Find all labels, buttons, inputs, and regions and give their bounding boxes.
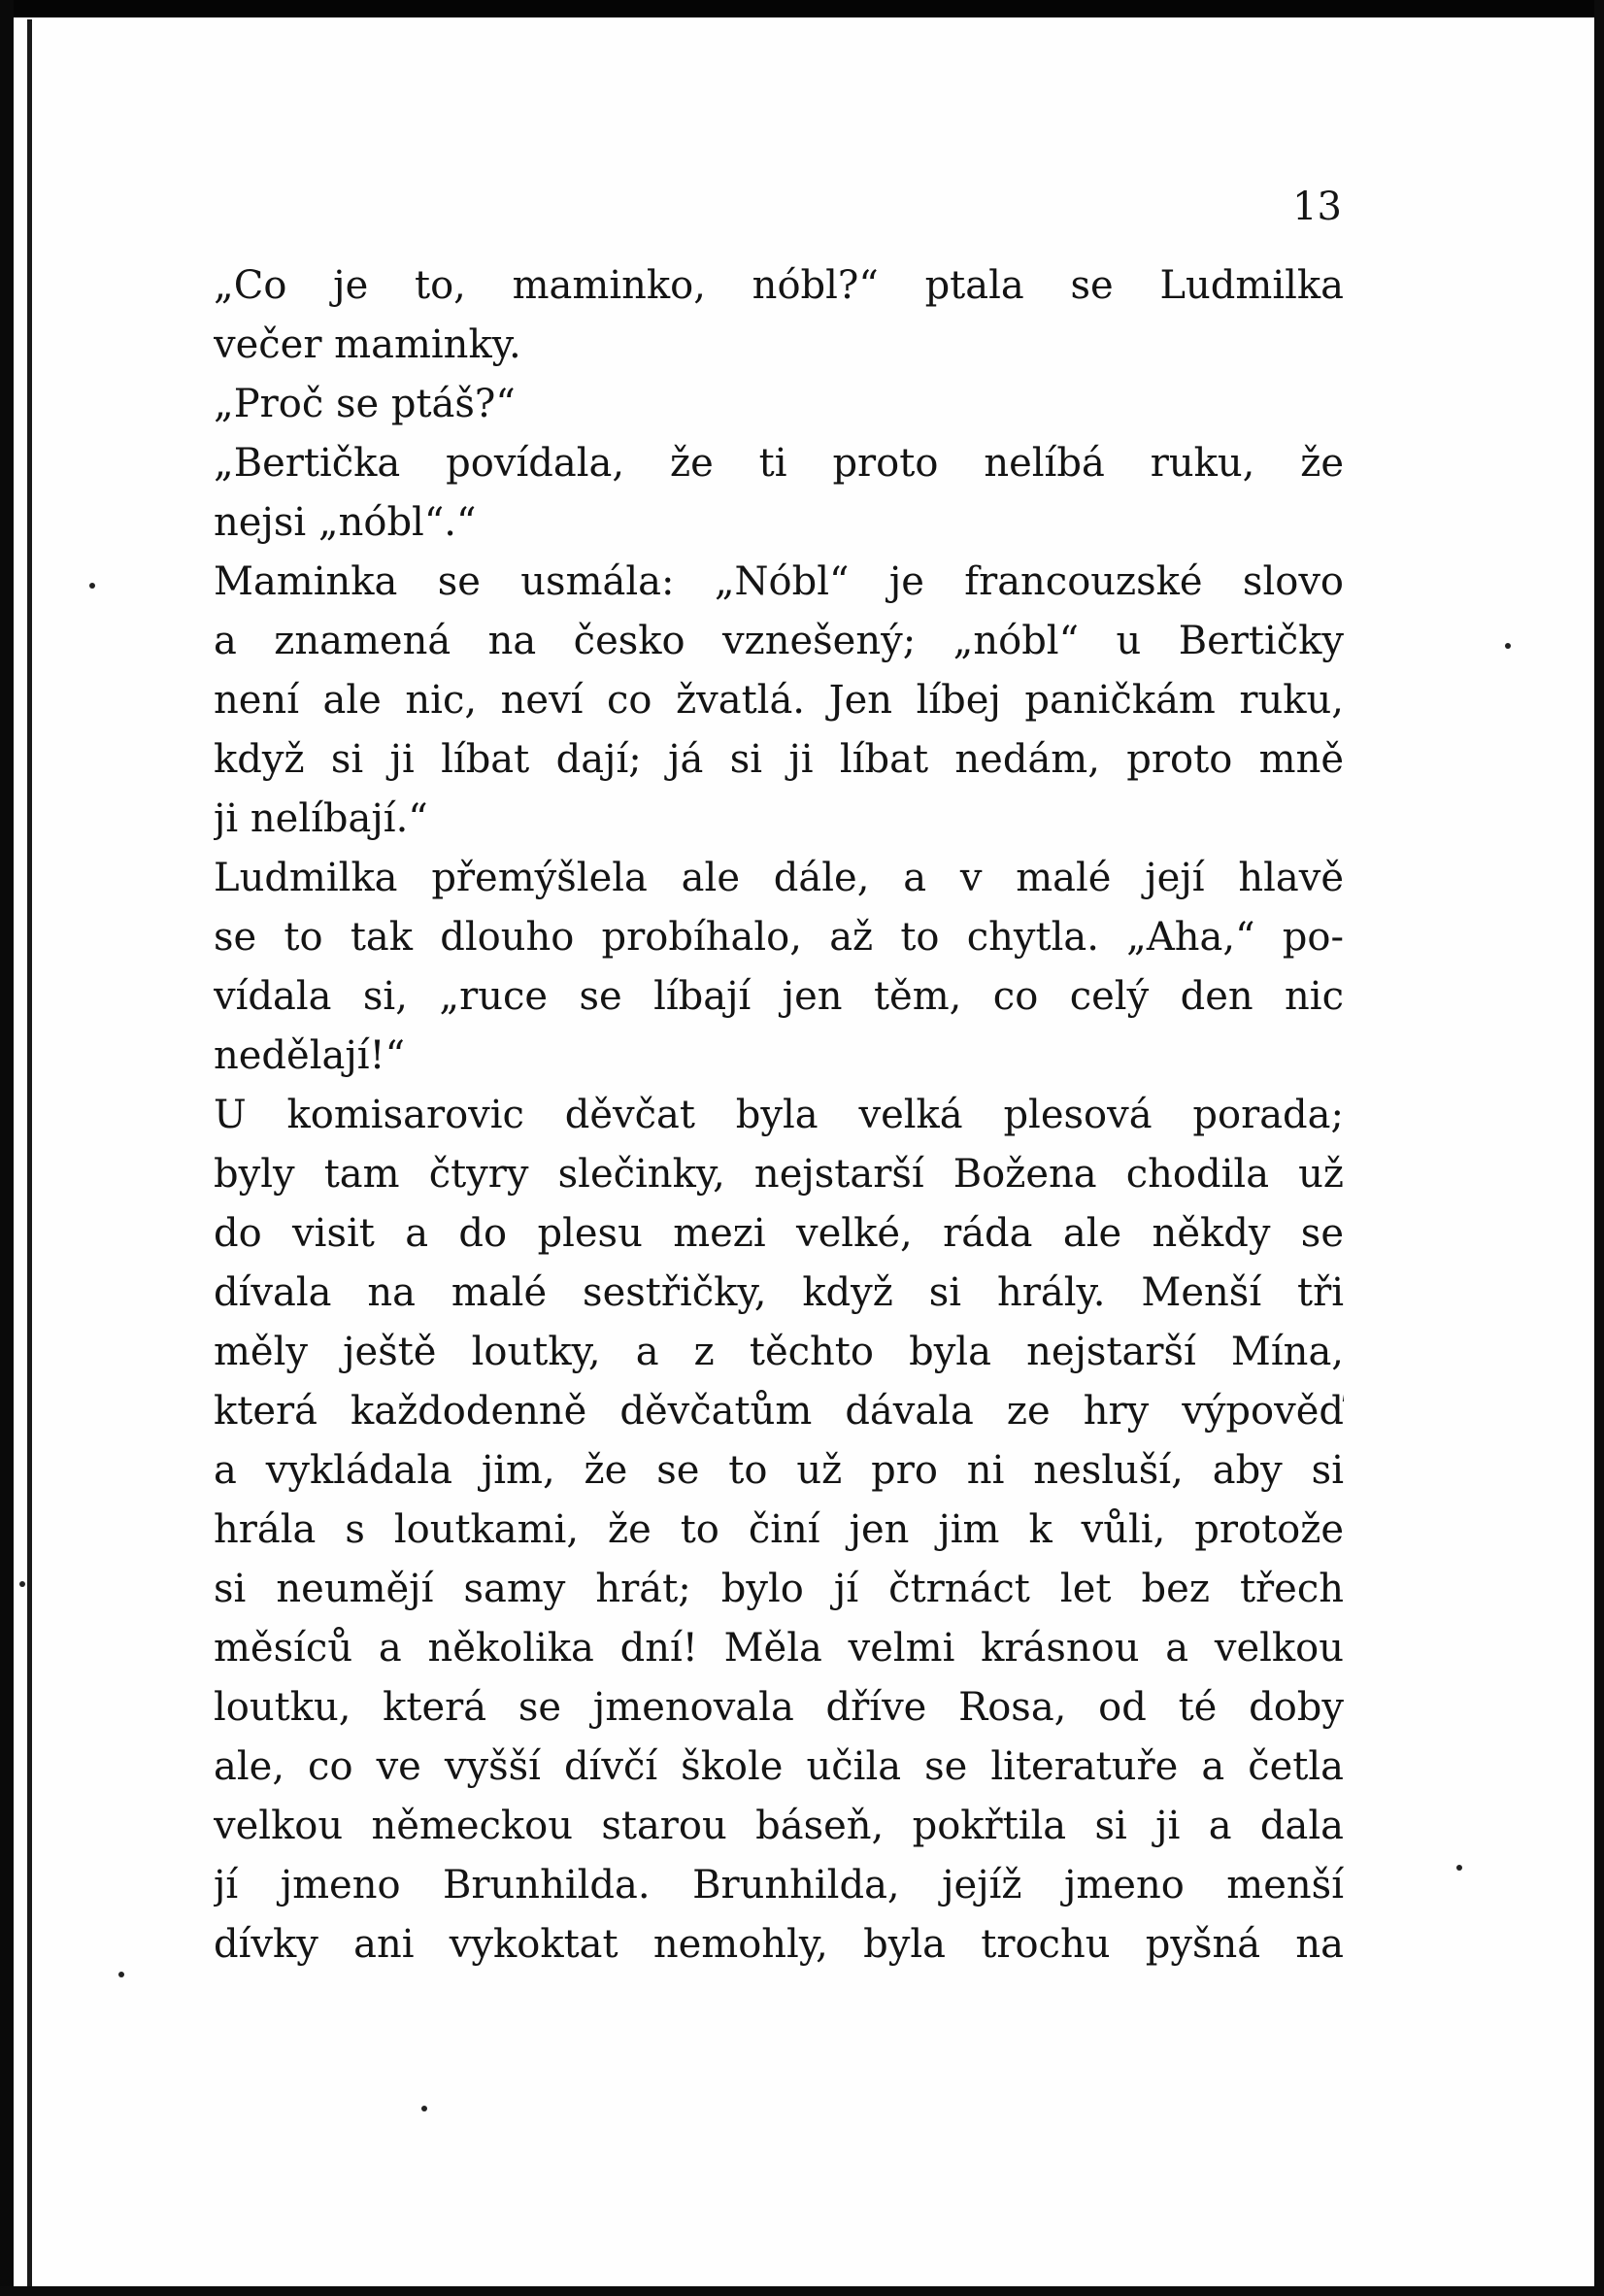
text-line: nejsi „nóbl“.“	[214, 500, 477, 545]
text-line: a vykládala jim, že se to už pro ni nesluší, aby si	[214, 1448, 1344, 1493]
text-line: Ludmilka přemýšlela ale dále, a v malé její hlavě	[214, 856, 1344, 900]
text-line: se to tak dlouho probíhalo, až to chytla. „Aha,“ po-	[214, 915, 1344, 960]
text-line: jí jmeno Brunhilda. Brunhilda, jejíž jmeno menší	[214, 1863, 1344, 1908]
scan-speck	[89, 583, 95, 589]
text-line: večer maminky.	[214, 322, 521, 367]
text-line: „Bertička povídala, že ti proto nelíbá ruku, že	[214, 441, 1344, 486]
scan-edge-bottom	[0, 2286, 1604, 2296]
text-line: si neumějí samy hrát; bylo jí čtrnáct let bez třech	[214, 1567, 1344, 1611]
text-line: ale, co ve vyšší dívčí škole učila se literatuře a četla	[214, 1744, 1344, 1789]
body-text	[214, 256, 1344, 1975]
text-line: když si ji líbat dají; já si ji líbat nedám, proto mně	[214, 737, 1344, 782]
text-line: „Proč se ptáš?“	[214, 382, 516, 426]
scan-edge-left-line	[27, 19, 32, 2296]
text-line: dívky ani vykoktat nemohly, byla trochu pyšná na	[214, 1922, 1344, 1967]
page-number: 13	[1292, 185, 1342, 229]
scan-edge-top	[0, 0, 1604, 17]
scan-speck	[1505, 643, 1511, 649]
text-line: měsíců a několika dní! Měla velmi krásnou a velkou	[214, 1626, 1344, 1671]
text-line: a znamená na česko vznešený; „nóbl“ u Bertičky	[214, 619, 1344, 663]
scan-speck	[421, 2106, 427, 2111]
text-line: velkou německou starou báseň, pokřtila si ji a dala	[214, 1804, 1344, 1848]
text-line: nedělají!“	[214, 1033, 406, 1078]
text-line: která každodenně děvčatům dávala ze hry výpověď	[214, 1389, 1344, 1434]
scan-edge-left	[0, 0, 14, 2296]
text-line: loutku, která se jmenovala dříve Rosa, od té doby	[214, 1685, 1344, 1730]
text-line: není ale nic, neví co žvatlá. Jen líbej paničkám ruku,	[214, 678, 1344, 723]
text-line: Maminka se usmála: „Nóbl“ je francouzské slovo	[214, 559, 1344, 604]
text-line: ji nelíbají.“	[214, 796, 428, 841]
text-line: dívala na malé sestřičky, když si hrály. Menší tři	[214, 1270, 1344, 1315]
text-line: byly tam čtyry slečinky, nejstarší Božena chodila už	[214, 1152, 1344, 1197]
text-line: hrála s loutkami, že to činí jen jim k vůli, protože	[214, 1507, 1344, 1552]
text-line: „Co je to, maminko, nóbl?“ ptala se Ludmilka	[214, 263, 1344, 308]
scan-edge-right	[1594, 0, 1604, 2296]
text-line: do visit a do plesu mezi velké, ráda ale někdy se	[214, 1211, 1344, 1256]
scan-speck	[118, 1972, 124, 1977]
text-line: U komisarovic děvčat byla velká plesová porada;	[214, 1093, 1344, 1137]
text-line: vídala si, „ruce se líbají jen těm, co celý den nic	[214, 974, 1344, 1019]
scan-speck	[1456, 1865, 1462, 1871]
text-line: měly ještě loutky, a z těchto byla nejstarší Mína,	[214, 1330, 1344, 1374]
scan-speck	[19, 1581, 25, 1587]
